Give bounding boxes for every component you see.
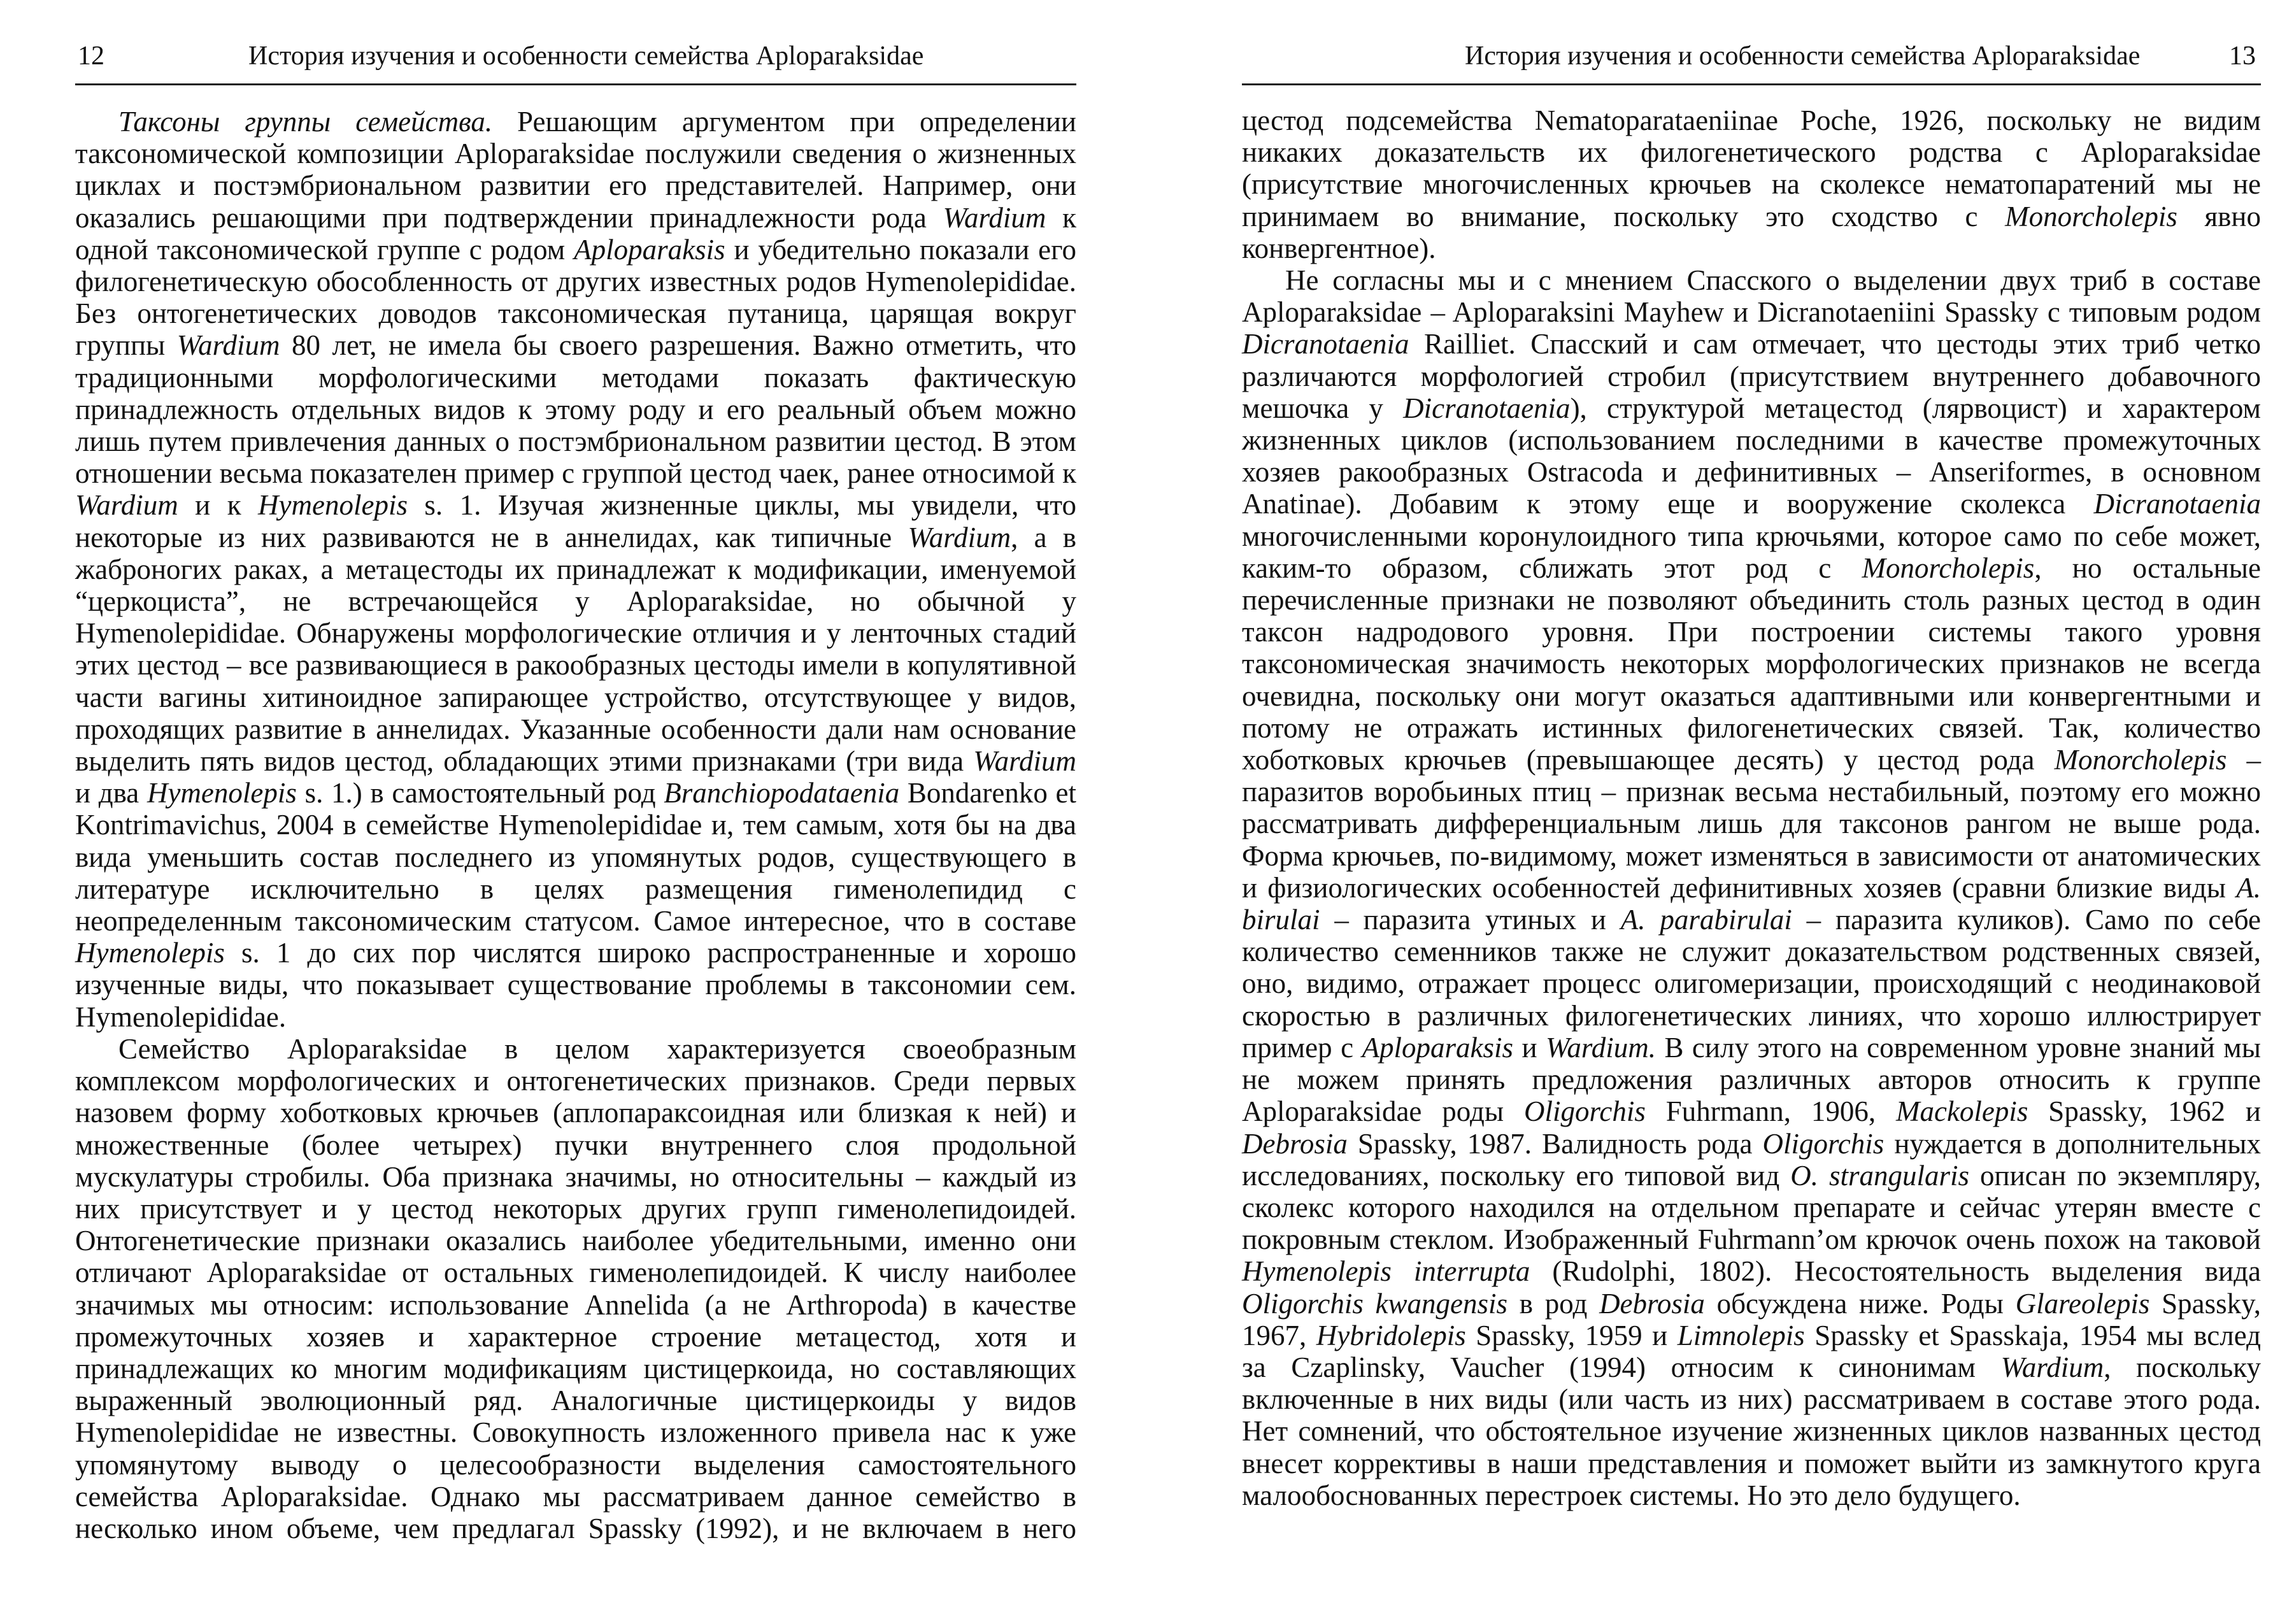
italic-term: Debrosia (1242, 1127, 1348, 1160)
italic-term: Aploparaksis (1362, 1031, 1514, 1064)
paragraph: Семейство Aploparaksidae в целом характеризуется своеобразным комплексом морфологических и онтогенетических признаков. Среди первых назовем форму хоботковых крючьев (аплопараксоидная или близкая к ней) и множественные (более четырех) пучки внутреннего слоя продольной мускулатуры стробилы. Оба признака значимы, но относительны – каждый из них присутствует и у цестод некоторых других групп гименолепидоидей. Онтогенетические признаки оказались наиболее убедительными, именно они отличают Aploparaksidae от остальных гименолепидоидей. К числу наиболее значимых мы относим: использование Annelida (а не Arthropoda) в качестве промежуточных хозяев и характерное строение метацестод, хотя и принадлежащих ко многим модификациям цистицеркоида, но составляющих выраженный эволюционный ряд. Аналогичные цистицеркоиды у видов Hymenolepididae не известны. Совокупность изложенного привела нас к уже упомянутому выводу о целесообразности выделения самостоятельного семейства Aploparaksidae. Однако мы рассматриваем данное семейство в несколько ином объеме, чем предлагал Spassky (1992), и не включаем в него (75, 1032, 1076, 1544)
italic-term: Debrosia (1599, 1287, 1705, 1320)
italic-term: Wardium (943, 201, 1046, 234)
italic-term: Glareolepis (2015, 1287, 2150, 1320)
body-text (1242, 104, 2261, 1511)
italic-term: Dicranotaenia (1403, 392, 1571, 424)
italic-term: Hymenolepis (258, 489, 408, 522)
italic-term: Wardium (2000, 1351, 2104, 1383)
italic-term: Aploparaksis (574, 233, 725, 266)
italic-term: Oligorchis (1524, 1095, 1646, 1128)
header-rule (1242, 83, 2261, 85)
italic-term: Branchiopodataenia (664, 777, 900, 809)
right-page (1140, 0, 2280, 1624)
running-head: История изучения и особенности семейства Aploparaksidae (248, 41, 924, 71)
italic-term: Hybridolepis (1316, 1319, 1466, 1351)
italic-term: Dicranotaenia (1242, 328, 1409, 360)
page-number: 12 (78, 41, 104, 71)
italic-term: O. strangularis (1790, 1159, 1969, 1192)
italic-term: Hymenolepis interrupta (1242, 1255, 1530, 1288)
italic-term: Monorcholepis (2054, 744, 2227, 776)
paragraph: Таксоны группы семейства. Решающим аргументом при определении таксономической композиции Aploparaksidae послужили сведения о жизненных циклах и постэмбриональном развитии его представителей. Например, они оказались решающими при подтверждении принадлежности рода Wardium к одной таксономической группе с родом Aploparaksis и убедительно показали его филогенетическую обособленность от других известных родов Hymenolepididae. Без онтогенетических доводов таксономическая путаница, царящая вокруг группы Wardium 80 лет, не имела бы своего разрешения. Важно отметить, что традиционными морфологическими методами показать фактическую принадлежность отдельных видов к этому роду и его реальный объем можно лишь путем привлечения данных о постэмбриональном развитии цестод. В этом отношении весьма показателен пример с группой цестод чаек, ранее относимой к Wardium и к Hymenolepis s. 1. Изучая жизненные циклы, мы увидели, что некоторые из них развиваются не в аннелидах, как типичные Wardium, а в жаброногих раках, а метацестоды их принадлежат к модификации, именуемой “церкоциста”, не встречающейся у Aploparaksidae, но обычной у Hymenolepididae. Обнаружены морфологические отличия и у ленточных стадий этих цестод – все развивающиеся в ракообразных цестоды имели в копулятивной части вагины хитиноидное запирающее устройство, отсутствующее у видов, проходящих развитие в аннелидах. Указанные особенности дали нам основание выделить пять видов цестод, обладающих этими признаками (три вида Wardium и два Hymenolepis s. 1.) в самостоятельный род Branchiopodataenia Bondarenko et Kontrimavichus, 2004 в семействе Hymenolepididae и, тем самым, хотя бы на два вида уменьшить состав последнего из упомянутых родов, существующего в литературе исключительно в целях размещения гименолепидид с неопределенным таксономическим статусом. Самое интересное, что в составе Hymenolepis s. 1 до сих пор числятся широко распространенные и хорошо изученные виды, что показывает существование проблемы в таксономии сем. Hymenolepididae. (75, 106, 1077, 1033)
italic-term: Hymenolepis (146, 777, 297, 809)
italic-term: Wardium (176, 329, 280, 362)
body-text (75, 106, 1076, 1544)
italic-term: Mackolepis (1895, 1095, 2028, 1128)
italic-term: Wardium. (1546, 1031, 1656, 1064)
italic-term: Monorcholepis (2005, 200, 2177, 232)
header-rule (75, 83, 1076, 85)
italic-term: Wardium (908, 521, 1011, 553)
paragraph: цестод подсемейства Nematoparataeniinae Poche, 1926, поскольку не видим никаких доказательств их филогенетического родства с Aploparaksidae (присутствие многочисленных крючьев на сколексе нематопаратений мы не принимаем во внимание, поскольку это сходство с Monorcholepis явно конвергентное). (1242, 104, 2262, 264)
italic-term: Hymenolepis (75, 937, 225, 969)
italic-term: Таксоны группы семейства. (118, 106, 493, 138)
paragraph: Не согласны мы и с мнением Спасского о выделении двух триб в составе Aploparaksidae – Aploparaksini Mayhew и Dicranotaeniini Spassky с типовым родом Dicranotaenia Railliet. Спасский и сам отмечает, что цестоды этих триб четко различаются морфологией стробил (присутствием внутреннего добавочного мешочка у Dicranotaenia), структурой метацестод (лярвоцист) и характером жизненных циклов (использованием последними в качестве промежуточных хозяев ракообразных Ostracoda и дефинитивных – Anseriformes, в основном Anatinae). Добавим к этому еще и вооружение сколекса Dicranotaenia многочисленными коронулоидного типа крючьями, которое само по себе может, каким-то образом, сближать этот род с Monorcholepis, но остальные перечисленные признаки не позволяют объединить столь разных цестод в один таксон надродового уровня. При построении системы такого уровня таксономическая значимость некоторых морфологических признаков не всегда очевидна, поскольку они могут оказаться адаптивными или конвергентными и потому не отражать истинных филогенетических связей. Так, количество хоботковых крючьев (превышающее десять) у цестод рода Monorcholepis – паразитов воробьиных птиц – признак весьма нестабильный, поэтому его можно рассматривать дифференциальным лишь для таксонов рангом не выше рода. Форма крючьев, по-видимому, может изменяться в зависимости от анатомических и физиологических особенностей дефинитивных хозяев (сравни близкие виды A. birulai – паразита утиных и A. parabirulai – паразита куликов). Само по себе количество семенников также не служит доказательством родственных связей, оно, видимо, отражает процесс олигомеризации, происходящий с неодинаковой скоростью в различных филогенетических линиях, что хорошо иллюстрирует пример с Aploparaksis и Wardium. В силу этого на современном уровне знаний мы не можем принять предложения различных авторов относить к группе Aploparaksidae роды Oligorchis Fuhrmann, 1906, Mackolepis Spassky, 1962 и Debrosia Spassky, 1987. Валидность рода Oligorchis нуждается в дополнительных исследованиях, поскольку его типовой вид O. strangularis описан по экземпляру, сколекс которого находился на отдельном препарате и сейчас утерян вместе с покровным стеклом. Изображенный Fuhrmann’ом крючок очень похож на таковой Hymenolepis interrupta (Rudolphi, 1802). Несостоятельность выделения вида Oligorchis kwangensis в род Debrosia обсуждена ниже. Роды Glareolepis Spassky, 1967, Hybridolepis Spassky, 1959 и Limnolepis Spassky et Spasskaja, 1954 мы вслед за Czaplinsky, Vaucher (1994) относим к синонимам Wardium, поскольку включенные в них виды (или часть из них) рассматриваем в составе этого рода. Нет сомнений, что обстоятельное изучение жизненных циклов названных цестод внесет коррективы в наши представления и поможет выйти из замкнутого круга малообоснованных перестроек системы. Но это дело будущего. (1242, 264, 2262, 1511)
italic-term: Limnolepis (1677, 1319, 1805, 1351)
italic-term: Dicranotaenia (2093, 488, 2261, 520)
running-head: История изучения и особенности семейства Aploparaksidae (1465, 41, 2141, 71)
italic-term: Wardium (973, 745, 1076, 778)
italic-term: Oligorchis kwangensis (1242, 1287, 1508, 1320)
italic-term: Monorcholepis (1862, 552, 2035, 584)
italic-term: A. parabirulai (1620, 904, 1792, 936)
italic-term: A. birulai (1242, 871, 2261, 936)
page-number: 13 (2229, 41, 2256, 71)
italic-term: Wardium (75, 489, 178, 522)
italic-term: Oligorchis (1762, 1127, 1885, 1160)
